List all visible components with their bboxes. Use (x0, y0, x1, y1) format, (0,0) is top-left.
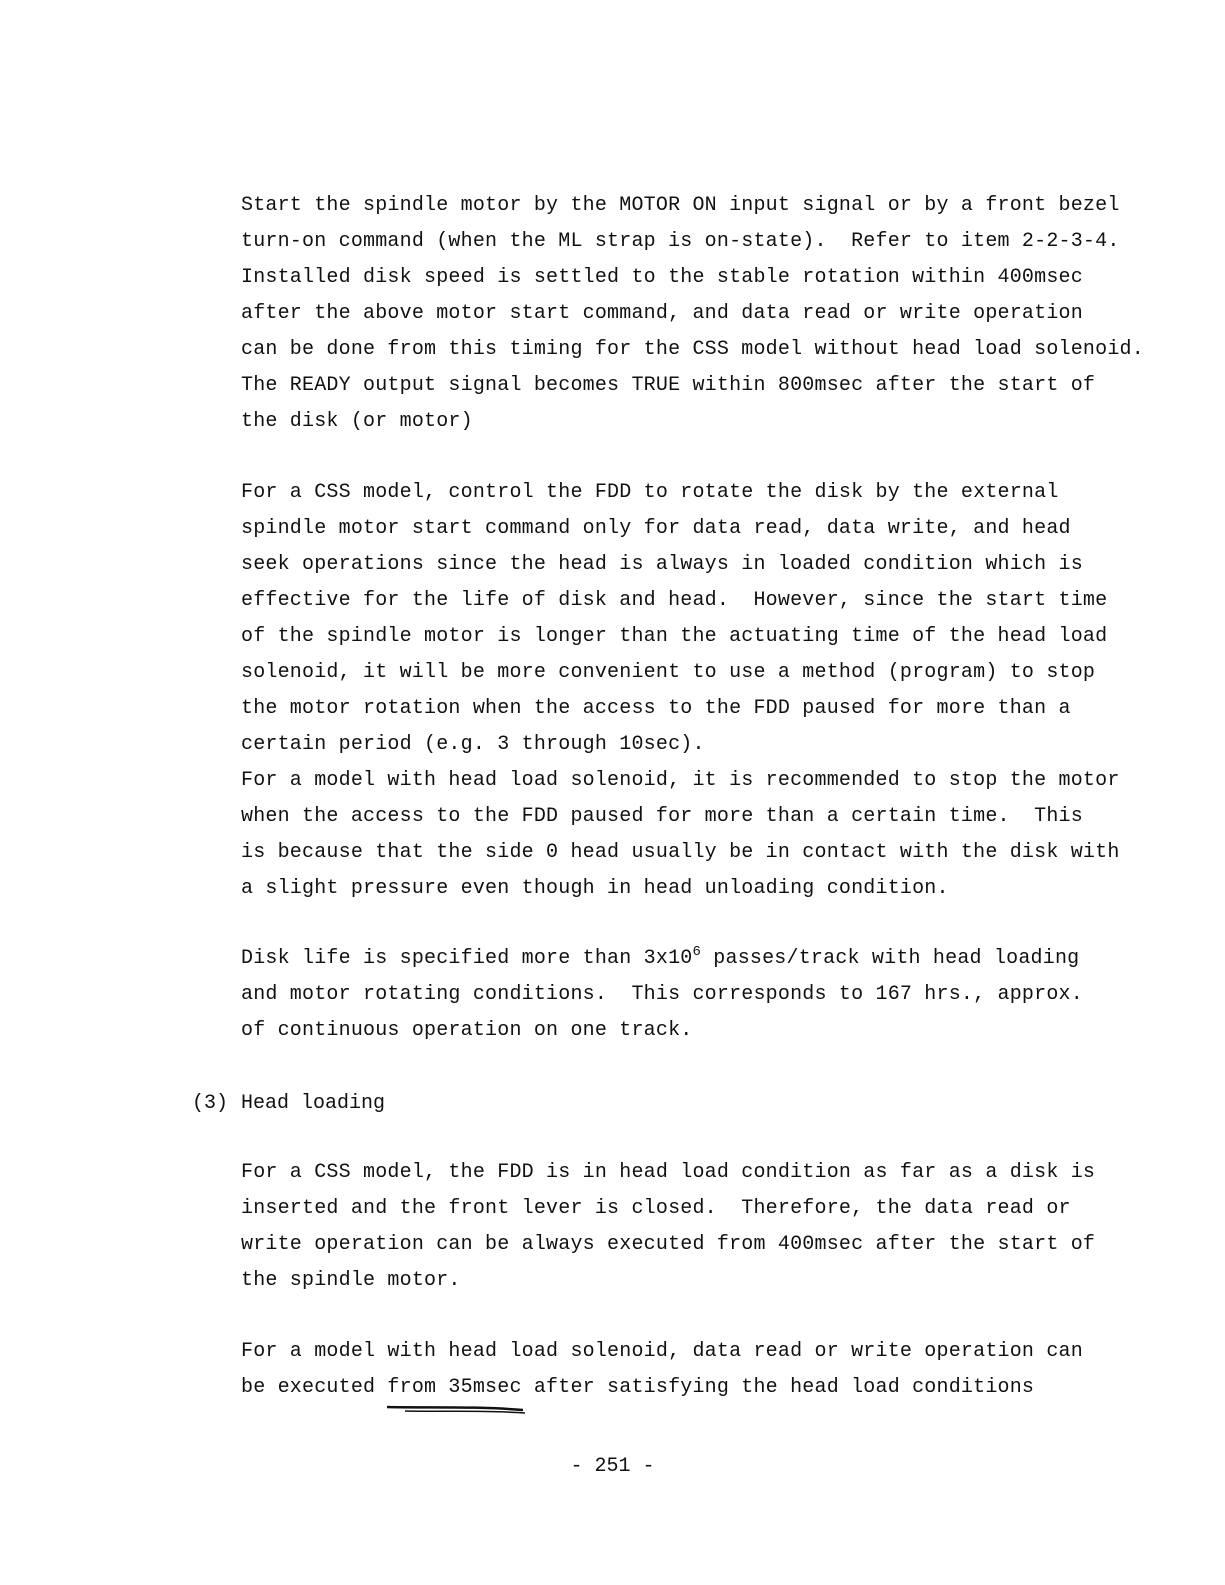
superscript-exponent: 6 (692, 944, 702, 960)
text-line: spindle motor start command only for data read, data write, and head (241, 517, 1071, 540)
text-line: be executed from 35msec after satisfying the head load conditions (241, 1376, 1035, 1399)
text-line: the motor rotation when the access to the FDD paused for more than a (241, 697, 1071, 720)
text-line: Installed disk speed is settled to the stable rotation within 400msec (241, 266, 1083, 289)
text-line: certain period (e.g. 3 through 10sec). (241, 733, 705, 756)
section-title: Head loading (241, 1092, 386, 1115)
paragraph-solenoid-head-loading (241, 1334, 1141, 1406)
text-line: a slight pressure even though in head unloading condition. (241, 877, 949, 900)
text-line: seek operations since the head is always in loaded condition which is (241, 553, 1083, 576)
text-line: is because that the side 0 head usually be in contact with the disk with (241, 841, 1120, 864)
text-line: of continuous operation on one track. (241, 1019, 693, 1042)
text-line: The READY output signal becomes TRUE within 800msec after the start of (241, 374, 1096, 397)
text-line (241, 941, 1141, 977)
text-line: For a CSS model, control the FDD to rotate the disk by the external (241, 481, 1059, 504)
paragraph-css-head-loading (241, 1155, 1141, 1299)
text-line: For a model with head load solenoid, data read or write operation can (241, 1340, 1083, 1363)
text-line: write operation can be always executed from 400msec after the start of (241, 1233, 1096, 1256)
text-fragment: passes/track with head loading (701, 947, 1080, 970)
paragraph-disk-life (241, 941, 1141, 1049)
text-line: inserted and the front lever is closed. Therefore, the data read or (241, 1197, 1071, 1220)
text-line: Start the spindle motor by the MOTOR ON input signal or by a front bezel (241, 194, 1120, 217)
text-line: turn-on command (when the ML strap is on-state). Refer to item 2-2-3-4. (241, 230, 1120, 253)
text-line: For a model with head load solenoid, it is recommended to stop the motor (241, 769, 1120, 792)
text-line: effective for the life of disk and head. However, since the start time (241, 589, 1108, 612)
text-line: when the access to the FDD paused for more than a certain time. This (241, 805, 1083, 828)
handwritten-underline-mark (385, 1403, 530, 1421)
text-line: can be done from this timing for the CSS model without head load solenoid. (241, 338, 1144, 361)
text-fragment: Disk life is specified more than 3x10 (241, 947, 693, 970)
paragraph-css-model-control (241, 475, 1141, 907)
section-heading (192, 1086, 385, 1122)
page-number: - 251 - (570, 1455, 655, 1478)
section-number: (3) (192, 1092, 229, 1115)
text-line: after the above motor start command, and data read or write operation (241, 302, 1083, 325)
text-line: solenoid, it will be more convenient to use a method (program) to stop (241, 661, 1096, 684)
text-line: the spindle motor. (241, 1269, 461, 1292)
text-line: and motor rotating conditions. This corresponds to 167 hrs., approx. (241, 983, 1083, 1006)
paragraph-motor-start (241, 188, 1144, 440)
text-line: of the spindle motor is longer than the actuating time of the head load (241, 625, 1108, 648)
text-line: For a CSS model, the FDD is in head load condition as far as a disk is (241, 1161, 1096, 1184)
text-line: the disk (or motor) (241, 410, 473, 433)
